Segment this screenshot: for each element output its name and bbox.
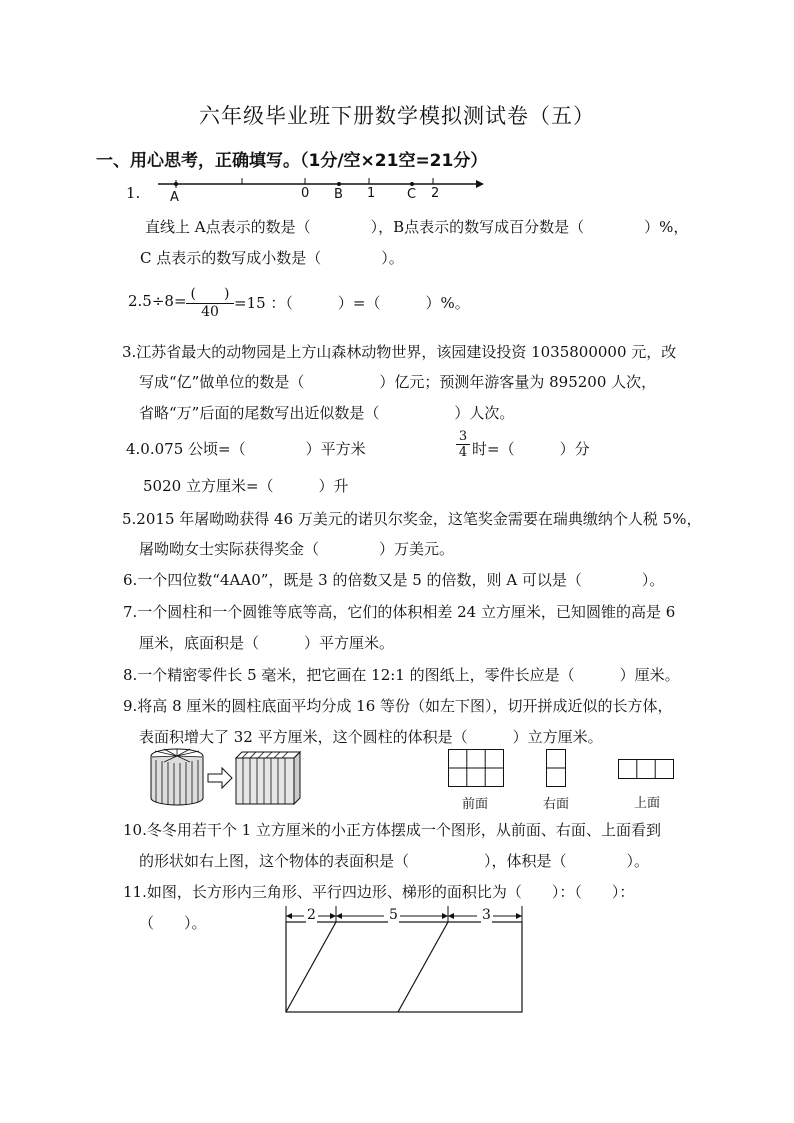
dim-label-5: 5 bbox=[389, 907, 398, 923]
q4-fraction-denominator: 4 bbox=[458, 445, 468, 460]
front-view-diagram bbox=[448, 749, 506, 789]
axis-label-2: 2 bbox=[431, 186, 440, 201]
q11-line2: （ ）。 bbox=[139, 914, 207, 932]
q1-line2: C 点表示的数写成小数是（ ）。 bbox=[140, 249, 404, 267]
cylinder-illustration bbox=[150, 748, 330, 808]
q4-fraction bbox=[456, 429, 470, 460]
q10-line1: 10.冬冬用若干个 1 立方厘米的小正方体摆成一个图形，从前面、右面、上面看到 bbox=[123, 821, 661, 839]
right-view-diagram bbox=[546, 749, 568, 789]
right-view-label: 右面 bbox=[543, 797, 570, 812]
dim-label-3: 3 bbox=[482, 907, 491, 923]
q2-suffix: =15 ：（ ）=（ ）%。 bbox=[234, 294, 470, 312]
q2-fraction-denominator: 40 bbox=[201, 304, 219, 320]
top-view-diagram bbox=[618, 759, 676, 781]
q5-line1: 5.2015 年屠呦呦获得 46 万美元的诺贝尔奖金，这笔奖金需要在瑞典缴纳个人税 5%， bbox=[122, 510, 702, 528]
q7-line1: 7.一个圆柱和一个圆锥等底等高，它们的体积相差 24 立方厘米，已知圆锥的高是 6 bbox=[123, 603, 676, 621]
axis-label-a: A bbox=[170, 190, 179, 205]
q9-line1: 9.将高 8 厘米的圆柱底面平均分成 16 等份（如左下图），切开拼成近似的长方体， bbox=[123, 697, 673, 715]
q5-line2: 屠呦呦女士实际获得奖金（ ）万美元。 bbox=[139, 540, 455, 558]
q6-text: 6.一个四位数“4AA0”，既是 3 的倍数又是 5 的倍数，则 A 可以是（ ）。 bbox=[123, 571, 665, 589]
q4-part1: 4.0.075 公顷=（ ）平方米 bbox=[126, 440, 366, 458]
q2-fraction bbox=[186, 283, 234, 320]
axis-label-1: 1 bbox=[367, 186, 376, 201]
q3-line1: 3.江苏省最大的动物园是上方山森林动物世界，该园建设投资 1035800000 元，改 bbox=[122, 343, 677, 361]
q2-prefix: 2.5÷8= bbox=[128, 292, 187, 310]
q3-line3: 省略“万”后面的尾数写出近似数是（ ）人次。 bbox=[139, 404, 515, 422]
q10-line2: 的形状如右上图，这个物体的表面积是（ ），体积是（ ）。 bbox=[139, 852, 650, 870]
front-view-label: 前面 bbox=[462, 797, 489, 812]
q7-line2: 厘米，底面积是（ ）平方厘米。 bbox=[139, 634, 395, 652]
q4-line2: 5020 立方厘米=（ ）升 bbox=[143, 477, 349, 495]
section-heading: 一、用心思考，正确填写。（1分/空×21空=21分） bbox=[96, 151, 488, 171]
q4-fraction-numerator: 3 bbox=[456, 429, 470, 445]
q2-fraction-numerator: ( ) bbox=[186, 283, 234, 304]
dim-label-2: 2 bbox=[307, 907, 316, 923]
q4-part2: 时=（ ）分 bbox=[472, 440, 590, 458]
question-number: 1. bbox=[126, 184, 141, 202]
number-line bbox=[158, 174, 478, 214]
q3-line2: 写成“亿”做单位的数是（ ）亿元；预测年游客量为 895200 人次， bbox=[139, 373, 657, 391]
axis-label-b: B bbox=[334, 187, 343, 202]
q8-text: 8.一个精密零件长 5 毫米，把它画在 12:1 的图纸上，零件长应是（ ）厘米。 bbox=[123, 666, 680, 684]
q1-line1: 直线上 A点表示的数是（ ），B点表示的数写成百分数是（ ）%， bbox=[145, 218, 689, 236]
axis-label-c: C bbox=[407, 187, 417, 202]
q9-line2: 表面积增大了 32 平方厘米，这个圆柱的体积是（ ）立方厘米。 bbox=[139, 728, 603, 746]
axis-label-0: 0 bbox=[301, 186, 310, 201]
q11-line1: 11.如图，长方形内三角形、平行四边形、梯形的面积比为（ ）：（ ）： bbox=[123, 883, 635, 901]
top-view-label: 上面 bbox=[634, 796, 661, 811]
page-title: 六年级毕业班下册数学模拟测试卷（五） bbox=[199, 104, 595, 128]
